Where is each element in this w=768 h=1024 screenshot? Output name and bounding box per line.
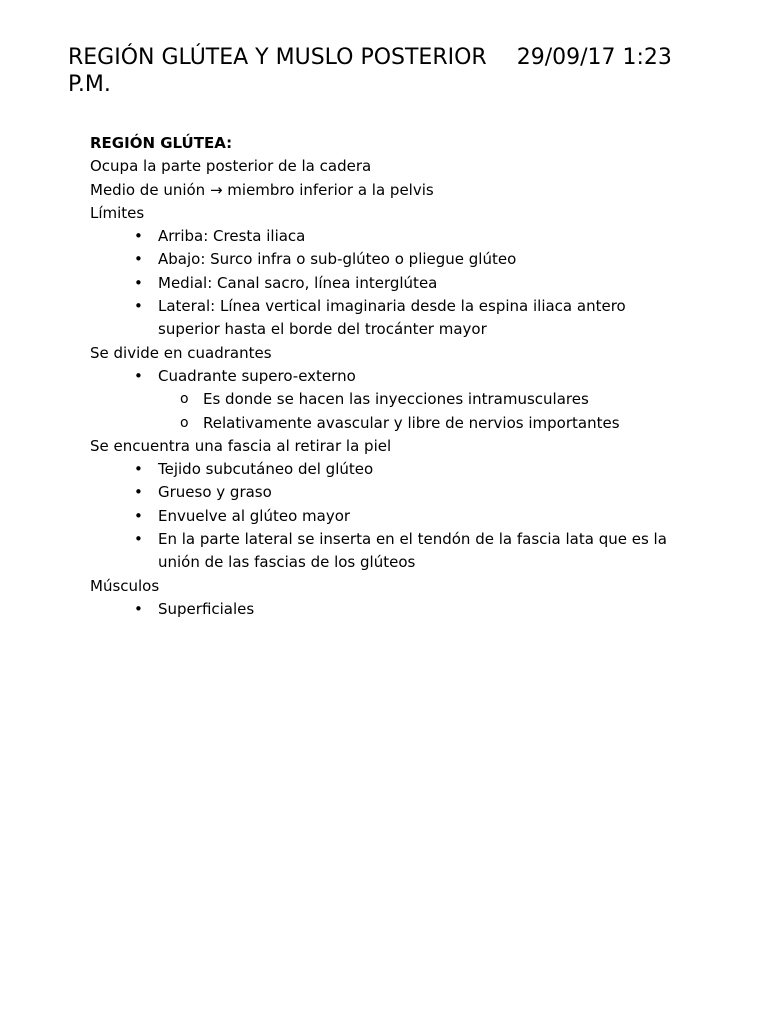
bullet-icon: •: [134, 297, 143, 316]
bullet-icon: •: [134, 366, 143, 385]
list-item: • Medial: Canal sacro, línea interglútea: [90, 272, 690, 295]
circle-bullet-icon: o: [180, 391, 189, 408]
document-body: [90, 132, 690, 621]
bullet-icon: •: [134, 530, 143, 549]
page-title: REGIÓN GLÚTEA Y MUSLO POSTERIOR: [68, 45, 487, 70]
limits-label: Límites: [90, 203, 145, 222]
list-item: • Lateral: Línea vertical imaginaria desde la espina iliaca antero superior hasta el borde del trocánter mayor: [134, 297, 626, 339]
list-item: • Tejido subcutáneo del glúteo: [90, 458, 690, 481]
circle-bullet-icon: o: [180, 414, 189, 431]
list-item: • Abajo: Surco infra o sub-glúteo o pliegue glúteo: [90, 248, 690, 271]
intro-line-2: Medio de unión → miembro inferior a la pelvis: [90, 180, 434, 199]
quadrants-label: Se divide en cuadrantes: [90, 343, 272, 362]
intro-line-1: Ocupa la parte posterior de la cadera: [90, 157, 372, 176]
muscles-label: Músculos: [90, 576, 160, 595]
fascia-list: [90, 458, 690, 574]
bullet-icon: •: [134, 250, 143, 269]
page-datetime: 29/09/17 1:23 P.M.: [68, 45, 672, 97]
bullet-icon: •: [134, 273, 143, 292]
list-item: • Arriba: Cresta iliaca: [90, 225, 690, 248]
bullet-icon: •: [134, 506, 143, 525]
quadrants-sublist: [158, 388, 690, 435]
limits-list: [90, 225, 690, 341]
list-item: • En la parte lateral se inserta en el tendón de la fascia lata que es la unión de las fascias de los glúteos: [134, 530, 667, 572]
bullet-icon: •: [134, 599, 143, 618]
list-item: o Es donde se hacen las inyecciones intramusculares: [90, 388, 690, 411]
list-item: • Grueso y graso: [90, 481, 690, 504]
list-item: o Relativamente avascular y libre de nervios importantes: [90, 412, 690, 435]
bullet-icon: •: [134, 483, 143, 502]
bullet-icon: •: [134, 460, 143, 479]
list-item: • Superficiales: [90, 598, 690, 621]
page-header: [68, 44, 708, 98]
list-item: • Cuadrante supero-externo o Es donde se hacen las inyecciones intramusculares o Relativamente avascular y libre de nervios importantes: [90, 365, 690, 435]
section-heading: REGIÓN GLÚTEA:: [90, 134, 233, 152]
bullet-icon: •: [134, 227, 143, 246]
muscles-list: [90, 598, 690, 621]
quadrants-list: [90, 365, 690, 435]
fascia-label: Se encuentra una fascia al retirar la piel: [90, 436, 392, 455]
list-item: • Envuelve al glúteo mayor: [90, 505, 690, 528]
